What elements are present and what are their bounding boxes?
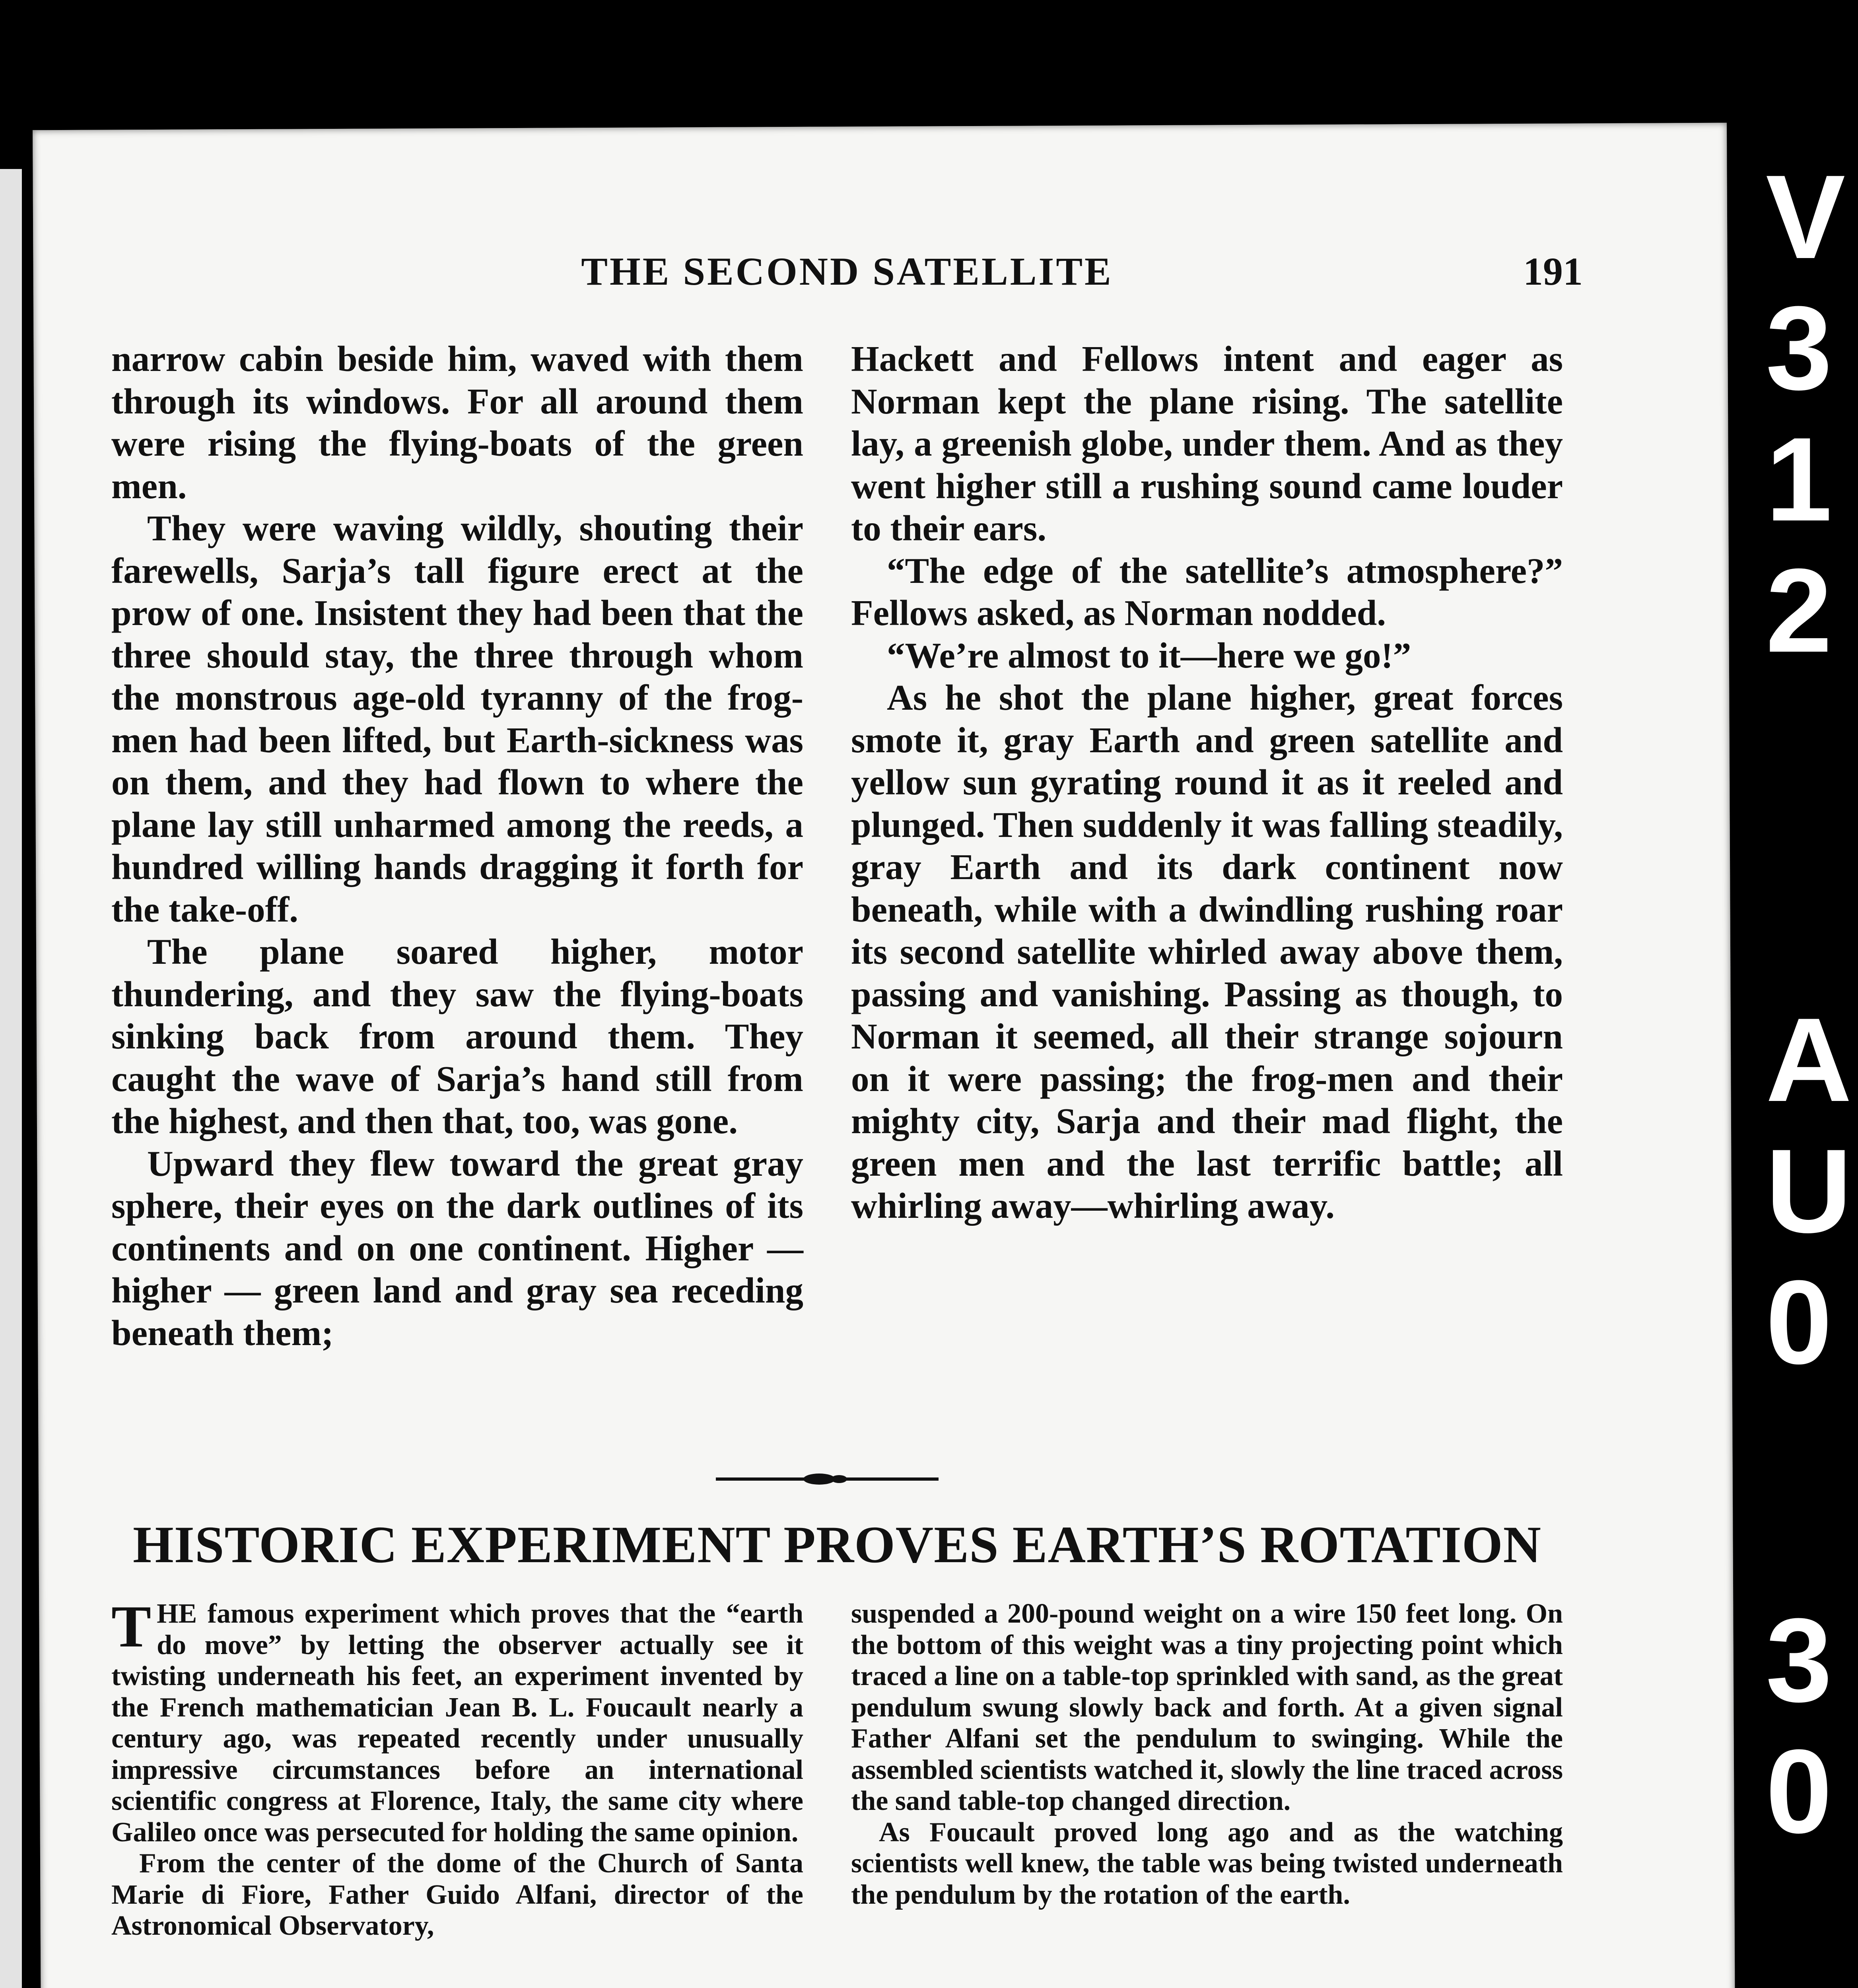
story-paragraph: They were waving wildly, shouting their farewells, Sarja’s tall figure erect at the prow of one. Insistent they had been that the three should stay, the three through whom the monstrous age-old tyranny of the frog-men had been lifted, but Earth-sickness was on them, and they had flown to where the plane lay still unharmed among the reeds, a hundred willing hands dragging it forth for the take-off. (111, 508, 803, 930)
article-paragraph: suspended a 200-pound weight on a wire 150 feet long. On the bottom of this weight was a tiny projecting point which traced a line on a table-top sprinkled with sand, as the great pendulum swung slowly back and forth. At a given signal Father Alfani set the pendulum to swinging. While the assembled scientists watched it, slowly the line traced across the sand table-top changed direction. (851, 1598, 1563, 1816)
adjacent-page-edge (0, 169, 22, 1988)
story-paragraph: Upward they flew toward the great gray sphere, their eyes on the dark outlines of its continents and on one continent. Higher — higher — green land and gray sea receding beneath them; (111, 1143, 803, 1353)
article1-column-left (111, 1594, 803, 1988)
story-paragraph: Hackett and Fellows intent and eager as Norman kept the plane rising. The satellite lay, a greenish globe, under them. And as they went higher still a rushing sound came louder to their ears. (851, 339, 1563, 548)
story-column-left (111, 338, 803, 1443)
story-column-right (851, 338, 1563, 1443)
story-paragraph: The plane soared higher, motor thundering, and they saw the flying-boats sinking back from around them. They caught the wave of Sarja’s hand still from the highest, and then that, too, was gone. (111, 932, 803, 1141)
scan-edge-code: V 3 1 2 A U 0 3 0 (1766, 150, 1852, 1858)
drop-cap: T (111, 1594, 152, 1660)
story-paragraph: narrow cabin beside him, waved with them through its windows. For all around them were rising the flying-boats of the green men. (111, 339, 803, 506)
article-paragraph: From the center of the dome of the Church of Santa Marie di Fiore, Father Guido Alfani, director of the Astronomical Observatory, (111, 1848, 803, 1941)
article-heading-earth-rotation: HISTORIC EXPERIMENT PROVES EARTH’S ROTATION (133, 1515, 1541, 1574)
page-number: 191 (1523, 249, 1583, 293)
story-paragraph: “We’re almost to it—here we go!” (887, 635, 1411, 676)
story-paragraph: As he shot the plane higher, great forces smote it, gray Earth and green satellite and yellow sun gyrating round it as it reeled and plunged. Then suddenly it was falling steadily, gray Earth and its dark continent now beneath, while with a dwindling rushing roar its second satellite whirled away above them, passing and vanishing. Passing as though, to Norman it seemed, all their strange sojourn on it were passing; the frog-men and their mighty city, Sarja and their mad flight, the green men and the last terrific battle; all whirling away—whirling away. (851, 678, 1563, 1226)
section-divider-ornament (716, 1471, 939, 1487)
story-paragraph: “The edge of the satellite’s atmosphere?” Fellows asked, as Norman nodded. (851, 550, 1563, 633)
article-paragraph: As Foucault proved long ago and as the watching scientists well knew, the table was being twisted underneath the pendulum by the rotation of the earth. (851, 1817, 1563, 1910)
article1-column-right (851, 1598, 1563, 1988)
running-title: THE SECOND SATELLITE (581, 249, 1113, 293)
article-paragraph: THE famous experiment which proves that the “earth do move” by letting the observer actually see it twisting underneath his feet, an experiment invented by the French mathematician Jean B. L. Foucault nearly a century ago, was repeated recently under unusually impressive circumstances before an international scientific congress at Florence, Italy, the same city where Galileo once was persecuted for holding the same opinion. (111, 1594, 803, 1848)
